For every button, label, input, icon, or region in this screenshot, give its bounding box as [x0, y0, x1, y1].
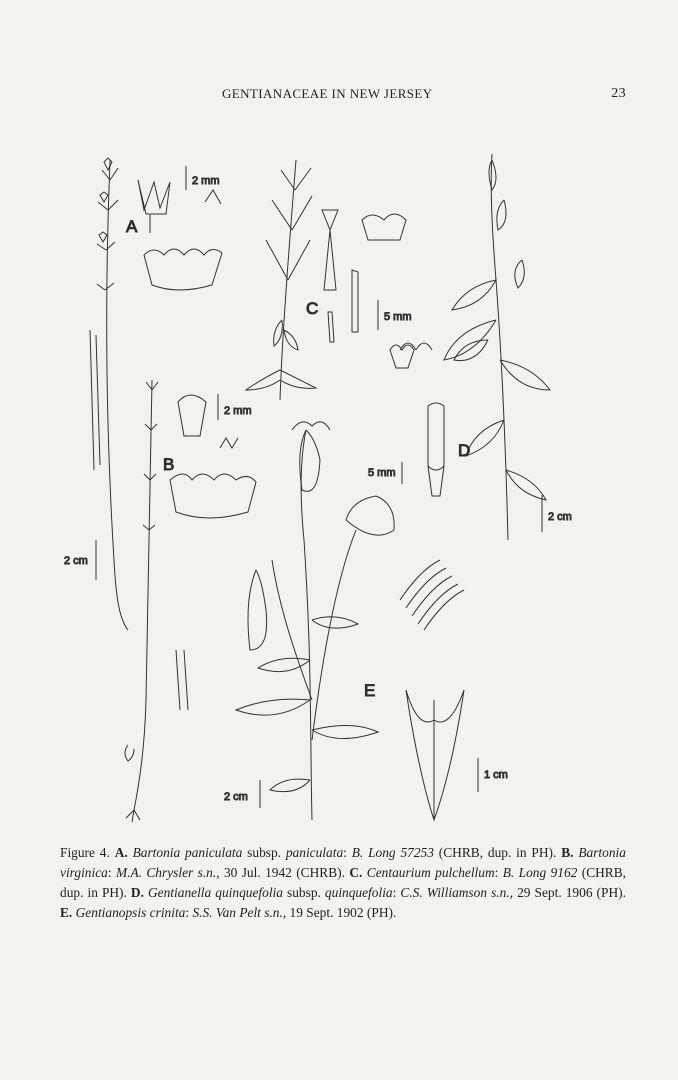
- caption-rank-d: subsp.: [287, 885, 321, 900]
- caption-label-e: E.: [60, 905, 73, 920]
- caption-taxon-d: Gentianella quinquefolia: [148, 885, 283, 900]
- caption-taxon-b: Bartonia virginica: [60, 845, 626, 880]
- panel-label-c: C: [306, 299, 319, 318]
- scale-label-e-1cm: 1 cm: [484, 769, 508, 781]
- illustration-bartonia-paniculata: [90, 158, 222, 630]
- caption-details-e: 19 Sept. 1902 (PH).: [289, 905, 397, 920]
- scale-label-a-2mm: 2 mm: [192, 175, 220, 187]
- caption-collector-a: B. Long 57253: [351, 845, 434, 860]
- caption-label-c: C.: [349, 865, 363, 880]
- panel-label-e: E: [364, 681, 376, 700]
- panel-label-d: D: [458, 441, 471, 460]
- caption-collector-d: C.S. Williamson s.n.: [400, 885, 510, 900]
- page-number: 23: [611, 86, 626, 101]
- caption-label-d: D.: [130, 885, 144, 900]
- scale-label-d-2cm: 2 cm: [548, 511, 572, 523]
- caption-rank-a: subsp.: [247, 845, 282, 860]
- running-title: GENTIANACEAE IN NEW JERSEY: [222, 86, 433, 101]
- illustration-gentianella-quinquefolia: [400, 154, 550, 540]
- caption-label-b: B.: [561, 845, 574, 860]
- caption-taxon-c: Centaurium pulchellum: [366, 865, 495, 880]
- scale-label-b-2mm: 2 mm: [224, 405, 252, 417]
- caption-details-a: (CHRB, dup. in PH).: [438, 845, 557, 860]
- caption-collector-e: S.S. Van Pelt s.n.: [192, 905, 283, 920]
- caption-infra-d: quinquefolia: [324, 885, 393, 900]
- scale-label-e-2cm: 2 cm: [224, 791, 248, 803]
- caption-taxon-a: Bartonia paniculata: [132, 845, 243, 860]
- figure-label: Figure 4.: [60, 845, 110, 860]
- figure-caption: Figure 4. A. Bartonia paniculata subsp. paniculata: B. Long 57253 (CHRB, dup. in PH). B. Bartonia virginica: M.A. Chrysler s.n., 30 Jul. 1942 (CHRB). C. Centaurium pulchellum: B. Long 9162 (CHRB, dup. in PH). D. Gentianella quinquefolia subsp. quinquefolia: C.S. Williamson s.n., 29 Sept. 1906 (PH). E. Gentianopsis crinita: S.S. Van Pelt s.n., 19 Sept. 1902 (PH).: [60, 845, 627, 920]
- caption-infra-a: paniculata: [285, 845, 344, 860]
- illustration-bartonia-virginica: [125, 380, 256, 822]
- scale-label-d-5mm: 5 mm: [368, 467, 396, 479]
- illustration-centaurium-pulchellum: [246, 160, 414, 400]
- scale-label-c-5mm: 5 mm: [384, 311, 412, 323]
- caption-details-d: 29 Sept. 1906 (PH).: [517, 885, 626, 900]
- caption-details-c: (CHRB, dup. in PH).: [60, 865, 627, 900]
- caption-taxon-e: Gentianopsis crinita: [75, 905, 186, 920]
- caption-collector-b: M.A. Chrysler s.n.: [115, 865, 217, 880]
- caption-details-b: 30 Jul. 1942 (CHRB).: [223, 865, 345, 880]
- panel-label-b: B: [163, 455, 175, 474]
- running-head: [0, 86, 678, 106]
- caption-label-a: A.: [114, 845, 128, 860]
- caption-collector-c: B. Long 9162: [502, 865, 578, 880]
- botanical-illustration-plate: [60, 140, 620, 840]
- scale-label-ab-2cm: 2 cm: [64, 555, 88, 567]
- panel-label-a: A: [126, 217, 138, 236]
